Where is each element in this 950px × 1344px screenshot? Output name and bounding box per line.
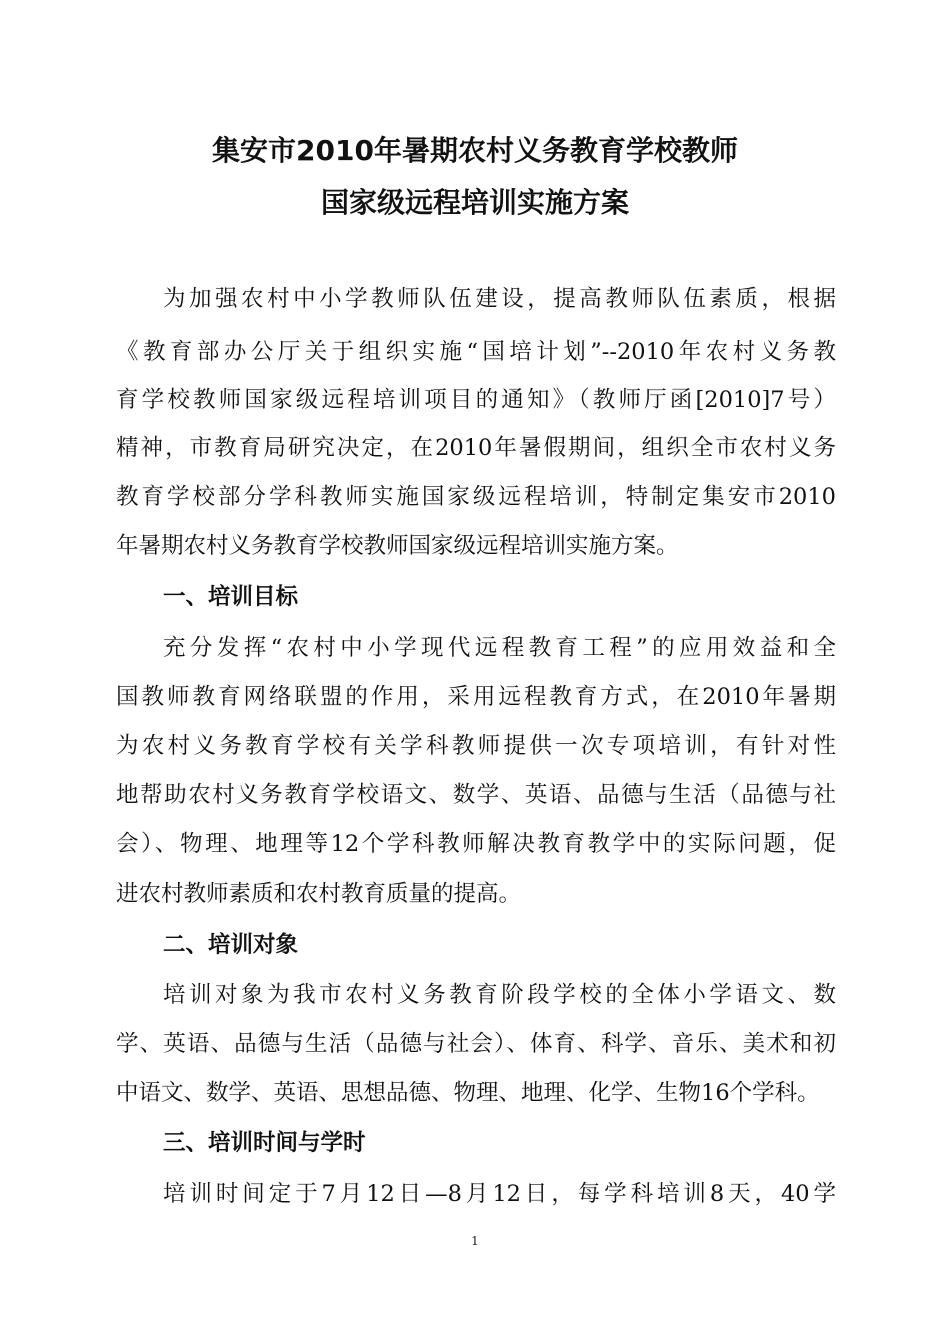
paragraph-line: 培训时间定于7月12日—8月12日，每学科培训8天，40学 bbox=[163, 1181, 836, 1207]
paragraph-line: 进农村教师素质和农村教育质量的提高。 bbox=[116, 881, 522, 907]
intro-line: 育学校教师国家级远程培训项目的通知》（教师厅函[2010]7号） bbox=[116, 387, 836, 413]
document-title-line-2: 国家级远程培训实施方案 bbox=[320, 186, 629, 219]
paragraph-line: 培训对象为我市农村义务教育阶段学校的全体小学语文、数 bbox=[163, 982, 836, 1008]
intro-line: 年暑期农村义务教育学校教师国家级远程培训实施方案。 bbox=[116, 533, 679, 559]
paragraph-line: 会）、物理、地理等12个学科教师解决教育教学中的实际问题，促 bbox=[116, 831, 836, 857]
intro-line: 精神，市教育局研究决定，在2010年暑假期间，组织全市农村义务 bbox=[116, 435, 836, 461]
section-heading-training-target: 二、培训对象 bbox=[163, 932, 299, 958]
paragraph-line: 为农村义务教育学校有关学科教师提供一次专项培训，有针对性 bbox=[116, 733, 836, 759]
page-number: 1 bbox=[471, 1234, 479, 1248]
document-title-line-1: 集安市2010年暑期农村义务教育学校教师 bbox=[212, 134, 738, 167]
paragraph-line: 国教师教育网络联盟的作用，采用远程教育方式，在2010年暑期 bbox=[116, 684, 836, 710]
paragraph-line: 中语文、数学、英语、思想品德、物理、地理、化学、生物16个学科。 bbox=[116, 1080, 820, 1106]
intro-line: 教育学校部分学科教师实施国家级远程培训，特制定集安市2010 bbox=[116, 484, 836, 510]
paragraph-line: 学、英语、品德与生活（品德与社会）、体育、科学、音乐、美术和初 bbox=[116, 1031, 836, 1057]
paragraph-line: 地帮助农村义务教育学校语文、数学、英语、品德与生活（品德与社 bbox=[116, 782, 836, 808]
section-heading-training-time: 三、培训时间与学时 bbox=[163, 1130, 366, 1156]
section-heading-training-goal: 一、培训目标 bbox=[163, 584, 299, 610]
intro-line: 为加强农村中小学教师队伍建设，提高教师队伍素质，根据 bbox=[163, 286, 836, 312]
intro-line: 《教育部办公厅关于组织实施“国培计划”--2010年农村义务教 bbox=[116, 339, 836, 365]
paragraph-line: 充分发挥“农村中小学现代远程教育工程”的应用效益和全 bbox=[163, 635, 836, 661]
